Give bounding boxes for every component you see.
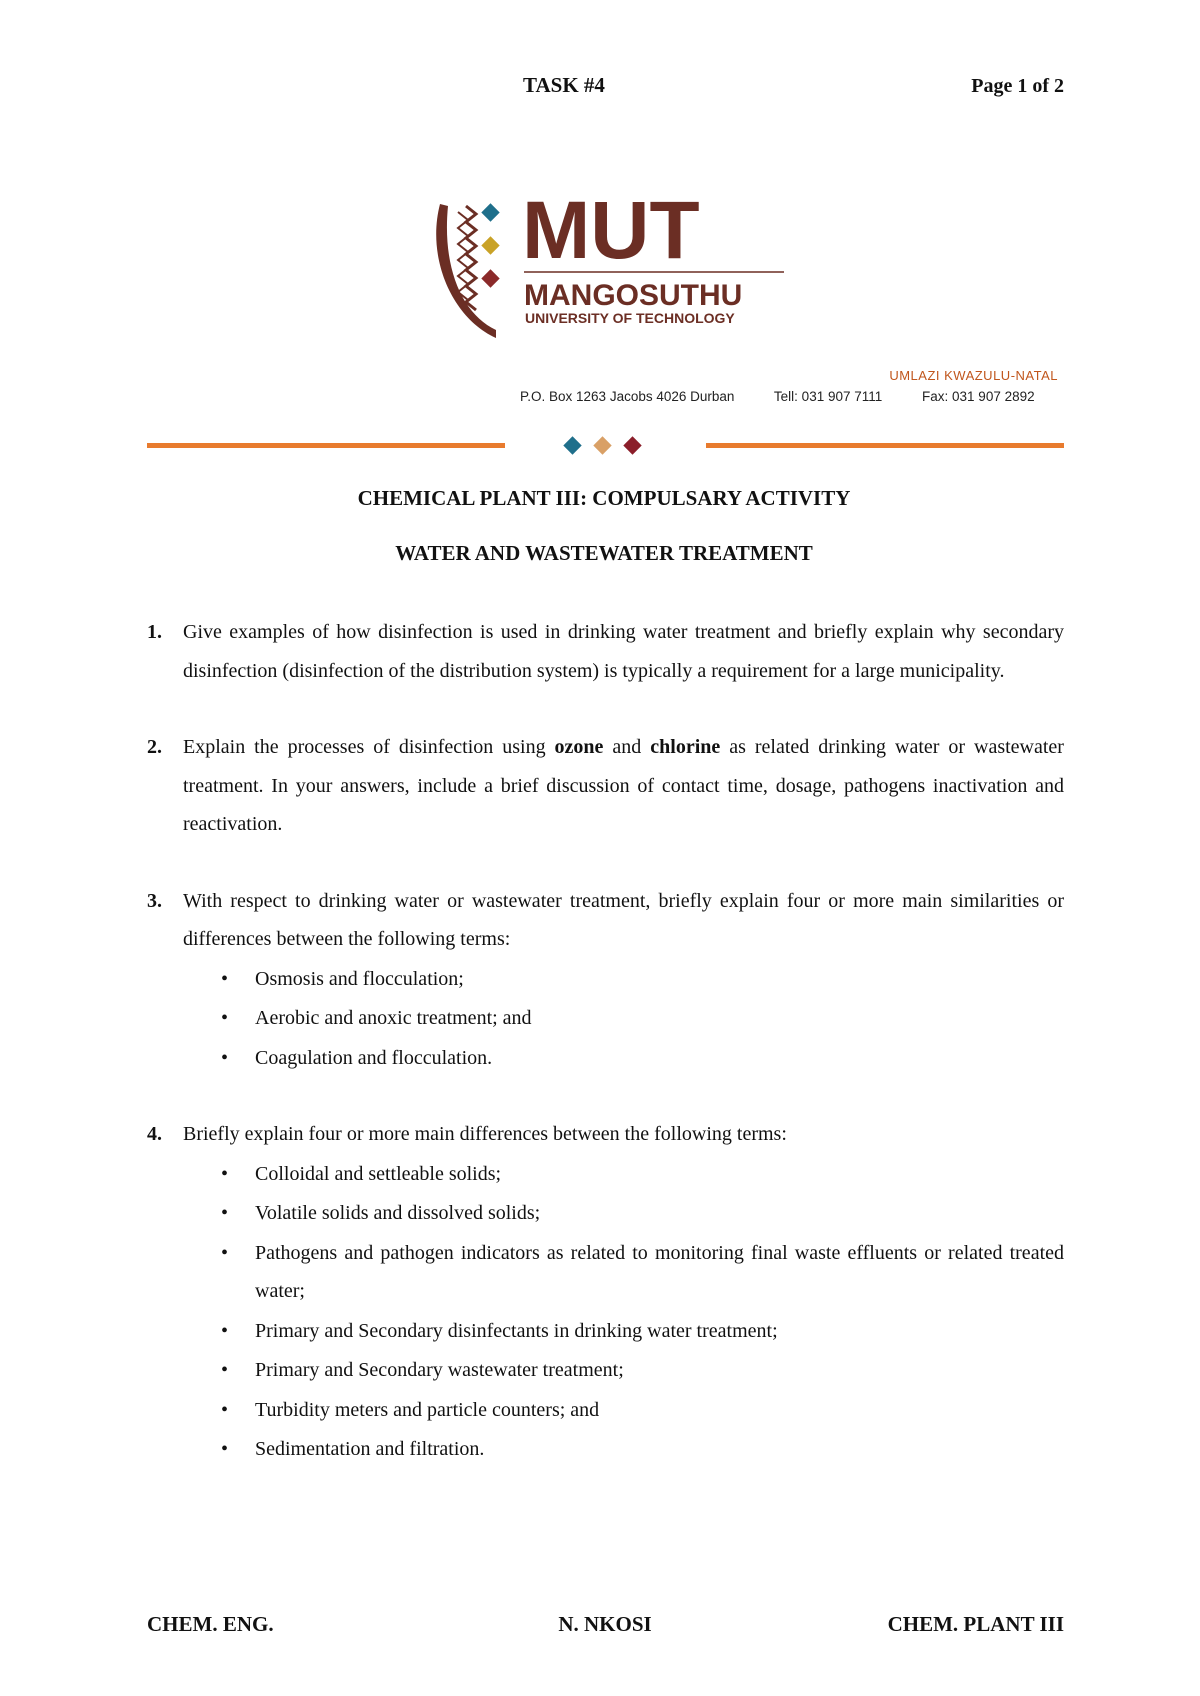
divider-rule-left	[147, 443, 505, 448]
question-number: 4.	[147, 1123, 162, 1145]
diamond-blue-icon	[563, 436, 581, 454]
logo-acronym: MUT	[522, 198, 700, 276]
list-item: • Aerobic and anoxic treatment; and	[183, 999, 1064, 1038]
list-item: • Sedimentation and filtration.	[183, 1430, 1064, 1469]
list-item: • Coagulation and flocculation.	[183, 1039, 1064, 1078]
diamond-red-icon	[623, 436, 641, 454]
course-title: CHEMICAL PLANT III: COMPULSARY ACTIVITY	[357, 486, 851, 510]
question-text: Explain the processes of disinfection using ozone and chlorine as related drinking water or wastewater treatment. In your answers, include a brief discussion of contact time, dosage, pathogens inactivation and reactivation.	[183, 736, 1064, 835]
divider-rule-right	[706, 443, 1064, 448]
list-item: • Primary and Secondary disinfectants in drinking water treatment;	[183, 1312, 1064, 1351]
topic-title: WATER AND WASTEWATER TREATMENT	[395, 541, 813, 565]
term-chlorine: chlorine	[650, 736, 721, 758]
footer-author: N. NKOSI	[558, 1612, 652, 1636]
list-item: • Volatile solids and dissolved solids;	[183, 1194, 1064, 1233]
bullet-list	[183, 960, 1064, 1078]
po-box: P.O. Box 1263 Jacobs 4026 Durban	[520, 389, 735, 404]
bullet-icon: •	[221, 1359, 229, 1381]
logo-name: MANGOSUTHU	[524, 279, 743, 312]
bullet-icon: •	[221, 1202, 229, 1224]
question-number: 1.	[147, 621, 162, 643]
bullet-icon: •	[221, 1046, 229, 1069]
list-item: • Pathogens and pathogen indicators as related to monitoring final waste effluents or related treated water;	[183, 1234, 1064, 1311]
footer-course: CHEM. PLANT III	[887, 1612, 1064, 1636]
bullet-icon: •	[221, 967, 229, 990]
list-item: • Turbidity meters and particle counters; and	[183, 1391, 1064, 1430]
footer-department: CHEM. ENG.	[147, 1612, 274, 1636]
question-text: With respect to drinking water or wastewater treatment, briefly explain four or more main similarities or differences between the following terms:	[183, 889, 1064, 950]
fax: Fax: 031 907 2892	[922, 389, 1035, 404]
question-number: 3.	[147, 889, 162, 912]
bullet-icon: •	[221, 1319, 229, 1342]
bullet-list	[183, 1155, 1064, 1469]
question-text: Give examples of how disinfection is used in drinking water treatment and briefly explain why secondary disinfection (disinfection of the distribution system) is typically a requirement for a large municipality.	[183, 621, 1064, 682]
list-item: • Colloidal and settleable solids;	[183, 1155, 1064, 1194]
bullet-icon: •	[221, 1007, 229, 1029]
address-line	[520, 389, 1035, 404]
list-item: • Primary and Secondary wastewater treatment;	[183, 1351, 1064, 1390]
divider-diamonds	[562, 435, 652, 457]
diamond-tan-icon	[593, 436, 611, 454]
question-3	[147, 882, 1064, 1078]
logo-subtitle: UNIVERSITY OF TECHNOLOGY	[525, 310, 735, 326]
question-list	[147, 613, 1064, 1507]
telephone: Tell: 031 907 7111	[773, 389, 883, 404]
term-ozone: ozone	[554, 736, 604, 758]
bullet-icon: •	[221, 1162, 229, 1185]
question-number: 2.	[147, 736, 162, 758]
question-2	[147, 728, 1064, 844]
mut-logo	[432, 198, 792, 348]
list-item: • Osmosis and flocculation;	[183, 960, 1064, 999]
question-text: Briefly explain four or more main differences between the following terms:	[183, 1123, 787, 1145]
address-region: UMLAZI KWAZULU-NATAL	[889, 368, 1058, 383]
bullet-icon: •	[221, 1438, 229, 1460]
bullet-icon: •	[221, 1241, 229, 1264]
question-1	[147, 613, 1064, 690]
task-heading: TASK #4	[523, 73, 605, 97]
bullet-icon: •	[221, 1398, 229, 1421]
question-4	[147, 1115, 1064, 1469]
page-number: Page 1 of 2	[971, 75, 1064, 97]
